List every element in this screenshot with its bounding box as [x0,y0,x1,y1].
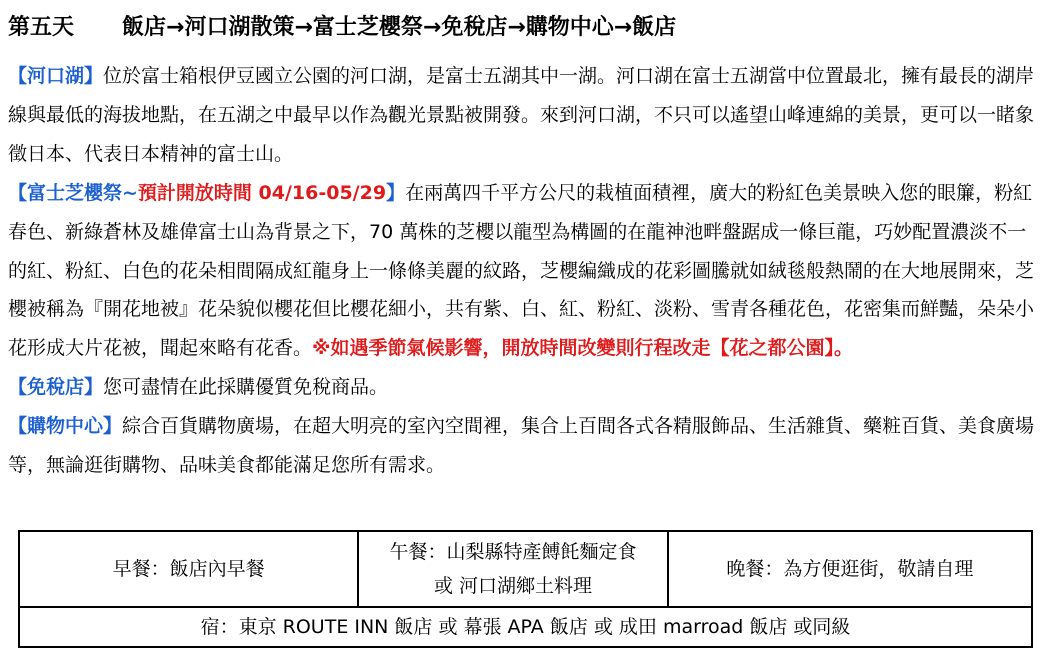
itinerary-body [8,57,1038,485]
section-kawaguchiko [8,57,1038,174]
hotel-row [19,607,1032,647]
meal-row [19,531,1032,607]
day-label: 第五天 [8,15,75,40]
lunch-cell [358,531,667,607]
meal-table [18,530,1033,648]
section-mall [8,407,1038,485]
section-text-shibazakura: 在兩萬四千平方公尺的栽植面積裡，廣大的粉紅色美景映入您的眼簾，粉紅春色、新綠蒼林及雄偉富士山為背景之下，70 萬株的芝櫻以龍型為構圖的在龍神池畔盤踞成一條巨龍，巧妙配置濃淡不一的紅、粉紅、白色的花朵相間隔成紅龍身上一條條美麗的紋路，芝櫻編織成的花彩圖騰就如絨毯般熱鬧的在大地展開來，芝櫻被稱為『開花地被』花朵貌似櫻花但比櫻花細小，共有紫、白、紅、粉紅、淡粉、雪青各種花色，花密集而鮮豔，朵朵小花形成大片花被，聞起來略有花香。 [8,181,1035,360]
section-text-mall: 綜合百貨購物廣場，在超大明亮的室內空間裡，集合上百間各式各精服飾品、生活雜貨、藥粧百貨、美食廣場等，無論逛街購物、品味美食都能滿足您所有需求。 [8,415,1035,477]
section-shibazakura [8,174,1038,369]
weather-note: ※如遇季節氣候影響，開放時間改變則行程改走【花之都公園】。 [312,337,853,360]
section-tag-kawaguchiko: 【河口湖】 [8,65,104,87]
section-tag-mall: 【購物中心】 [8,415,123,438]
section-tag-shibazakura-close: 】 [386,181,406,204]
day-title [8,10,676,46]
lunch-line-1: 午餐：山梨縣特產餺飥麵定食 [389,541,637,563]
section-text-duty-free: 您可盡情在此採購優質免稅商品。 [103,376,389,399]
section-duty-free [8,368,1038,407]
section-text-kawaguchiko: 位於富士箱根伊豆國立公園的河口湖，是富士五湖其中一湖。河口湖在富士五湖當中位置最北，擁有最長的湖岸線與最低的海拔地點，在五湖之中最早以作為觀光景點被開發。來到河口湖，不只可以遙望山峰連綿的美景，更可以一睹象徵日本、代表日本精神的富士山。 [8,65,1035,165]
lunch-line-2: 或 河口湖鄉土料理 [434,575,593,597]
hotel-cell: 宿：東京 ROUTE INN 飯店 或 幕張 APA 飯店 或 成田 marroad 飯店 或同級 [19,607,1032,647]
route-summary: 飯店→河口湖散策→富士芝櫻祭→免稅店→購物中心→飯店 [122,15,677,40]
breakfast-cell: 早餐：飯店內早餐 [19,531,358,607]
dinner-cell: 晚餐：為方便逛街，敬請自理 [668,531,1032,607]
opening-period: 預計開放時間 04/16-05/29 [137,181,387,204]
section-tag-duty-free: 【免稅店】 [8,376,104,399]
section-tag-shibazakura: 【富士芝櫻祭~ [8,181,138,204]
